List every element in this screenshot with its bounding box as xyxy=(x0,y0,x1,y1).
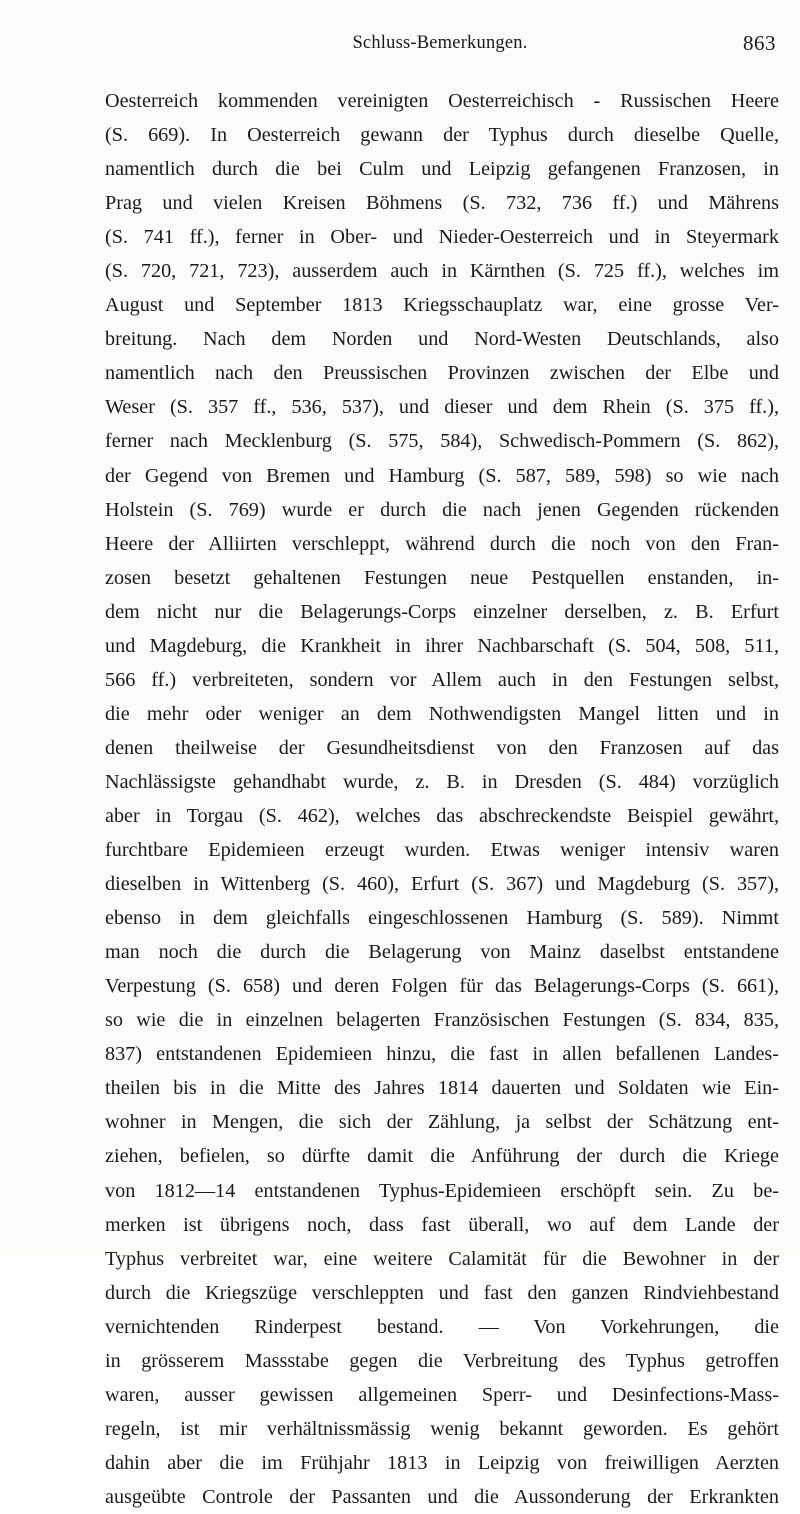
text-line: so wie die in einzelnen belagerten Französischen Festungen (S. 834, 835, xyxy=(105,1009,779,1032)
text-line: Nachlässigste gehandhabt wurde, z. B. in Dresden (S. 484) vorzüglich xyxy=(105,770,779,793)
text-line: ausgeübte Controle der Passanten und die Aussonderung der Erkrankten xyxy=(105,1485,779,1508)
body-text xyxy=(105,84,779,1514)
text-line: man noch die durch die Belagerung von Mainz daselbst entstandene xyxy=(105,941,779,964)
text-line: und Magdeburg, die Krankheit in ihrer Nachbarschaft (S. 504, 508, 511, xyxy=(105,634,779,657)
text-line: (S. 741 ff.), ferner in Ober- und Nieder-Oesterreich und in Steyermark xyxy=(105,226,779,249)
text-line: ziehen, befielen, so dürfte damit die Anführung der durch die Kriege xyxy=(105,1145,779,1168)
text-line: vernichtenden Rinderpest bestand. — Von Vorkehrungen, die xyxy=(105,1315,779,1338)
text-line: Heere der Alliirten verschleppt, während durch die noch von den Fran- xyxy=(105,532,779,555)
text-line: Weser (S. 357 ff., 536, 537), und dieser und dem Rhein (S. 375 ff.), xyxy=(105,396,779,419)
text-line: furchtbare Epidemieen erzeugt wurden. Etwas weniger intensiv waren xyxy=(105,839,779,862)
text-line: waren, ausser gewissen allgemeinen Sperr- und Desinfections-Mass- xyxy=(105,1383,779,1406)
text-line: dieselben in Wittenberg (S. 460), Erfurt (S. 367) und Magdeburg (S. 357), xyxy=(105,873,779,896)
text-line: von 1812—14 entstandenen Typhus-Epidemieen erschöpft sein. Zu be- xyxy=(105,1179,779,1202)
text-line: (S. 669). In Oesterreich gewann der Typhus durch dieselbe Quelle, xyxy=(105,124,779,147)
text-line: aber in Torgau (S. 462), welches das abschreckendste Beispiel gewährt, xyxy=(105,804,779,827)
text-line: merken ist übrigens noch, dass fast überall, wo auf dem Lande der xyxy=(105,1213,779,1236)
text-line: August und September 1813 Kriegsschauplatz war, eine grosse Ver- xyxy=(105,294,779,317)
text-line: 566 ff.) verbreiteten, sondern vor Allem auch in den Festungen selbst, xyxy=(105,668,779,691)
text-line: der Gegend von Bremen und Hamburg (S. 587, 589, 598) so wie nach xyxy=(105,464,779,487)
running-title: Schluss-Bemerkungen. xyxy=(352,33,528,53)
text-line: regeln, ist mir verhältnissmässig wenig bekannt geworden. Es gehört xyxy=(105,1417,779,1440)
text-line: 837) entstandenen Epidemieen hinzu, die fast in allen befallenen Landes- xyxy=(105,1043,779,1066)
text-line: dem nicht nur die Belagerungs-Corps einzelner derselben, z. B. Erfurt xyxy=(105,600,779,623)
text-line: denen theilweise der Gesundheitsdienst von den Franzosen auf das xyxy=(105,736,779,759)
text-line: Verpestung (S. 658) und deren Folgen für das Belagerungs-Corps (S. 661), xyxy=(105,975,779,998)
text-line: durch die Kriegszüge verschleppten und fast den ganzen Rindviehbestand xyxy=(105,1281,779,1304)
text-line: theilen bis in die Mitte des Jahres 1814 dauerten und Soldaten wie Ein- xyxy=(105,1077,779,1100)
text-line: die mehr oder weniger an dem Nothwendigsten Mangel litten und in xyxy=(105,702,779,725)
text-line: wohner in Mengen, die sich der Zählung, ja selbst der Schätzung ent- xyxy=(105,1111,779,1134)
text-line: (S. 720, 721, 723), ausserdem auch in Kärnthen (S. 725 ff.), welches im xyxy=(105,260,779,283)
text-line: breitung. Nach dem Norden und Nord-Westen Deutschlands, also xyxy=(105,328,779,351)
text-line: namentlich durch die bei Culm und Leipzig gefangenen Franzosen, in xyxy=(105,158,779,181)
text-line: Prag und vielen Kreisen Böhmens (S. 732, 736 ff.) und Mährens xyxy=(105,192,779,215)
text-line: zosen besetzt gehaltenen Festungen neue Pestquellen enstanden, in- xyxy=(105,566,779,589)
text-line: Oesterreich kommenden vereinigten Oesterreichisch - Russischen Heere xyxy=(105,90,779,112)
text-line: in grösserem Massstabe gegen die Verbreitung des Typhus getroffen xyxy=(105,1349,779,1372)
text-line: ebenso in dem gleichfalls eingeschlossenen Hamburg (S. 589). Nimmt xyxy=(105,907,779,930)
page-number: 863 xyxy=(743,31,776,55)
text-line: namentlich nach den Preussischen Provinzen zwischen der Elbe und xyxy=(105,362,779,385)
text-line: Typhus verbreitet war, eine weitere Calamität für die Bewohner in der xyxy=(105,1247,779,1270)
text-line: ferner nach Mecklenburg (S. 575, 584), Schwedisch-Pommern (S. 862), xyxy=(105,430,779,453)
page-header xyxy=(100,33,780,63)
text-line: dahin aber die im Frühjahr 1813 in Leipzig von freiwilligen Aerzten xyxy=(105,1451,779,1474)
text-line: Holstein (S. 769) wurde er durch die nach jenen Gegenden rückenden xyxy=(105,498,779,521)
